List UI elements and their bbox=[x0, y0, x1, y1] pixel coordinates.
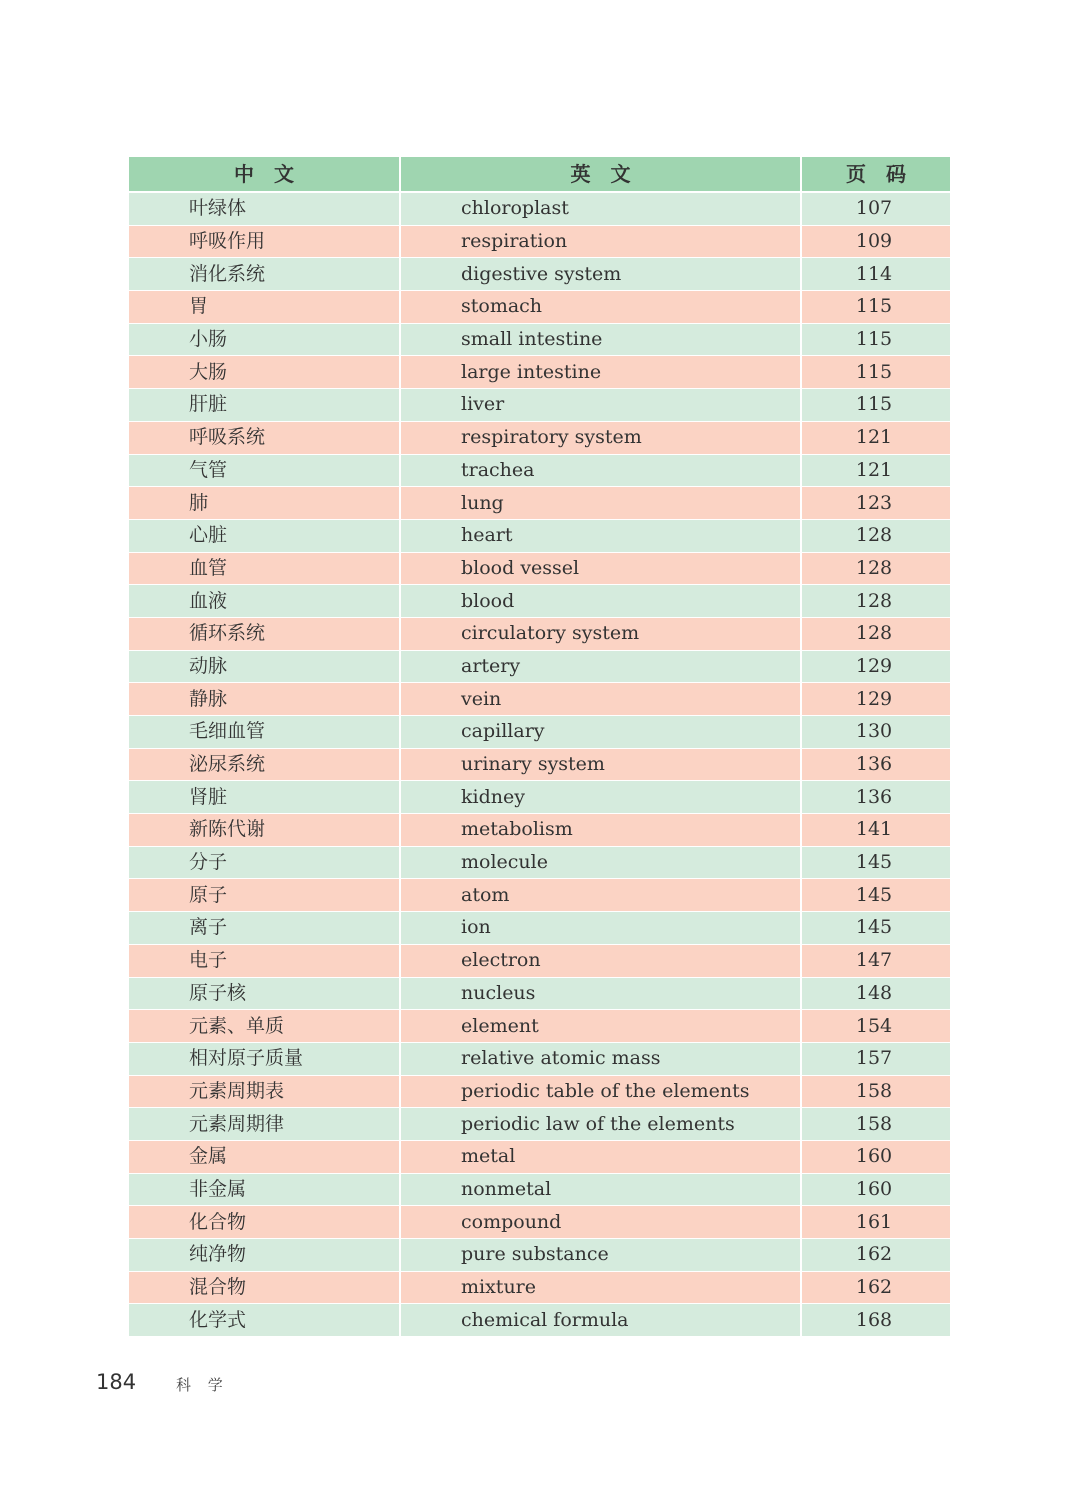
term-page: 145 bbox=[855, 916, 893, 939]
term-english: blood bbox=[401, 585, 802, 617]
term-chinese: 动脉 bbox=[129, 651, 401, 683]
term-english: blood vessel bbox=[401, 553, 802, 585]
subject-label: 科 学 bbox=[176, 1376, 229, 1394]
table-row bbox=[129, 1174, 950, 1207]
table-row bbox=[129, 422, 950, 455]
term-chinese: 小肠 bbox=[129, 324, 401, 356]
term-page: 162 bbox=[855, 1276, 893, 1299]
page-number: 184 bbox=[96, 1370, 137, 1394]
term-chinese: 新陈代谢 bbox=[129, 814, 401, 846]
term-chinese: 化学式 bbox=[129, 1304, 401, 1336]
table-row bbox=[129, 814, 950, 847]
term-page: 141 bbox=[855, 818, 893, 841]
term-english: liver bbox=[401, 389, 802, 421]
term-page: 147 bbox=[855, 949, 893, 972]
table-header bbox=[129, 157, 950, 193]
term-english: large intestine bbox=[401, 356, 802, 388]
term-page: 145 bbox=[855, 883, 893, 906]
table-row bbox=[129, 553, 950, 586]
term-page: 157 bbox=[855, 1047, 893, 1070]
term-chinese: 分子 bbox=[129, 847, 401, 879]
term-english: periodic law of the elements bbox=[401, 1108, 802, 1140]
term-chinese: 纯净物 bbox=[129, 1239, 401, 1271]
term-english: chemical formula bbox=[401, 1304, 802, 1336]
table-row bbox=[129, 455, 950, 488]
term-page: 115 bbox=[855, 295, 893, 318]
term-page: 161 bbox=[855, 1210, 893, 1233]
table-row bbox=[129, 1141, 950, 1174]
term-page: 128 bbox=[855, 622, 893, 645]
term-english: vein bbox=[401, 683, 802, 715]
table-row bbox=[129, 1239, 950, 1272]
term-english: ion bbox=[401, 912, 802, 944]
term-page: 168 bbox=[855, 1308, 893, 1331]
term-chinese: 相对原子质量 bbox=[129, 1043, 401, 1075]
term-page: 145 bbox=[855, 851, 893, 874]
term-page: 148 bbox=[855, 981, 893, 1004]
term-chinese: 静脉 bbox=[129, 683, 401, 715]
term-chinese: 化合物 bbox=[129, 1206, 401, 1238]
term-chinese: 呼吸系统 bbox=[129, 422, 401, 454]
table-row bbox=[129, 978, 950, 1011]
term-page: 129 bbox=[855, 687, 893, 710]
term-chinese: 电子 bbox=[129, 945, 401, 977]
term-chinese: 肾脏 bbox=[129, 781, 401, 813]
table-row bbox=[129, 389, 950, 422]
term-page: 128 bbox=[855, 556, 893, 579]
term-page: 162 bbox=[855, 1243, 893, 1266]
table-row bbox=[129, 291, 950, 324]
term-english: electron bbox=[401, 945, 802, 977]
term-chinese: 非金属 bbox=[129, 1174, 401, 1206]
term-page: 128 bbox=[855, 524, 893, 547]
term-english: nonmetal bbox=[401, 1174, 802, 1206]
term-english: stomach bbox=[401, 291, 802, 323]
term-english: respiration bbox=[401, 226, 802, 258]
term-chinese: 叶绿体 bbox=[129, 193, 401, 225]
table-row bbox=[129, 1272, 950, 1305]
glossary-table bbox=[129, 157, 950, 1337]
header-english: 英 文 bbox=[401, 157, 802, 191]
table-row bbox=[129, 651, 950, 684]
term-chinese: 元素周期表 bbox=[129, 1076, 401, 1108]
table-row bbox=[129, 585, 950, 618]
term-english: molecule bbox=[401, 847, 802, 879]
term-chinese: 肝脏 bbox=[129, 389, 401, 421]
term-page: 115 bbox=[855, 393, 893, 416]
table-row bbox=[129, 258, 950, 291]
term-page: 136 bbox=[855, 785, 893, 808]
term-chinese: 气管 bbox=[129, 455, 401, 487]
term-english: circulatory system bbox=[401, 618, 802, 650]
term-english: small intestine bbox=[401, 324, 802, 356]
term-page: 160 bbox=[855, 1145, 893, 1168]
term-page: 158 bbox=[855, 1112, 893, 1135]
table-row bbox=[129, 1010, 950, 1043]
table-row bbox=[129, 749, 950, 782]
table-row bbox=[129, 879, 950, 912]
term-english: chloroplast bbox=[401, 193, 802, 225]
term-chinese: 毛细血管 bbox=[129, 716, 401, 748]
table-row bbox=[129, 1076, 950, 1109]
term-page: 160 bbox=[855, 1177, 893, 1200]
table-row bbox=[129, 1304, 950, 1337]
term-page: 154 bbox=[855, 1014, 893, 1037]
term-page: 115 bbox=[855, 360, 893, 383]
table-row bbox=[129, 1043, 950, 1076]
term-english: compound bbox=[401, 1206, 802, 1238]
table-row bbox=[129, 847, 950, 880]
table-body bbox=[129, 193, 950, 1337]
term-english: metabolism bbox=[401, 814, 802, 846]
term-page: 128 bbox=[855, 589, 893, 612]
table-row bbox=[129, 1108, 950, 1141]
term-page: 121 bbox=[855, 458, 893, 481]
term-english: respiratory system bbox=[401, 422, 802, 454]
term-chinese: 混合物 bbox=[129, 1272, 401, 1304]
table-row bbox=[129, 193, 950, 226]
term-chinese: 原子 bbox=[129, 879, 401, 911]
term-chinese: 消化系统 bbox=[129, 258, 401, 290]
term-english: element bbox=[401, 1010, 802, 1042]
table-row bbox=[129, 487, 950, 520]
term-chinese: 呼吸作用 bbox=[129, 226, 401, 258]
term-chinese: 元素周期律 bbox=[129, 1108, 401, 1140]
term-page: 109 bbox=[855, 230, 893, 253]
header-page: 页 码 bbox=[846, 162, 906, 186]
term-english: periodic table of the elements bbox=[401, 1076, 802, 1108]
table-row bbox=[129, 683, 950, 716]
table-row bbox=[129, 945, 950, 978]
term-english: heart bbox=[401, 520, 802, 552]
term-english: metal bbox=[401, 1141, 802, 1173]
term-chinese: 肺 bbox=[129, 487, 401, 519]
term-chinese: 元素、单质 bbox=[129, 1010, 401, 1042]
term-page: 136 bbox=[855, 753, 893, 776]
term-page: 130 bbox=[855, 720, 893, 743]
term-chinese: 胃 bbox=[129, 291, 401, 323]
term-english: capillary bbox=[401, 716, 802, 748]
table-row bbox=[129, 324, 950, 357]
term-english: artery bbox=[401, 651, 802, 683]
term-english: digestive system bbox=[401, 258, 802, 290]
term-english: atom bbox=[401, 879, 802, 911]
term-chinese: 心脏 bbox=[129, 520, 401, 552]
term-chinese: 原子核 bbox=[129, 978, 401, 1010]
term-page: 115 bbox=[855, 328, 893, 351]
term-page: 158 bbox=[855, 1079, 893, 1102]
term-page: 107 bbox=[855, 197, 893, 220]
term-chinese: 离子 bbox=[129, 912, 401, 944]
term-page: 121 bbox=[855, 426, 893, 449]
term-chinese: 金属 bbox=[129, 1141, 401, 1173]
term-page: 114 bbox=[855, 262, 893, 285]
term-english: lung bbox=[401, 487, 802, 519]
term-english: nucleus bbox=[401, 978, 802, 1010]
term-english: urinary system bbox=[401, 749, 802, 781]
term-english: trachea bbox=[401, 455, 802, 487]
term-english: kidney bbox=[401, 781, 802, 813]
table-row bbox=[129, 912, 950, 945]
term-chinese: 血液 bbox=[129, 585, 401, 617]
term-chinese: 循环系统 bbox=[129, 618, 401, 650]
table-row bbox=[129, 356, 950, 389]
term-chinese: 大肠 bbox=[129, 356, 401, 388]
term-english: mixture bbox=[401, 1272, 802, 1304]
term-english: pure substance bbox=[401, 1239, 802, 1271]
term-chinese: 泌尿系统 bbox=[129, 749, 401, 781]
table-row bbox=[129, 716, 950, 749]
header-chinese: 中 文 bbox=[129, 157, 401, 191]
table-row bbox=[129, 1206, 950, 1239]
table-row bbox=[129, 520, 950, 553]
term-chinese: 血管 bbox=[129, 553, 401, 585]
table-row bbox=[129, 226, 950, 259]
table-row bbox=[129, 618, 950, 651]
term-page: 129 bbox=[855, 654, 893, 677]
table-row bbox=[129, 781, 950, 814]
term-english: relative atomic mass bbox=[401, 1043, 802, 1075]
term-page: 123 bbox=[855, 491, 893, 514]
